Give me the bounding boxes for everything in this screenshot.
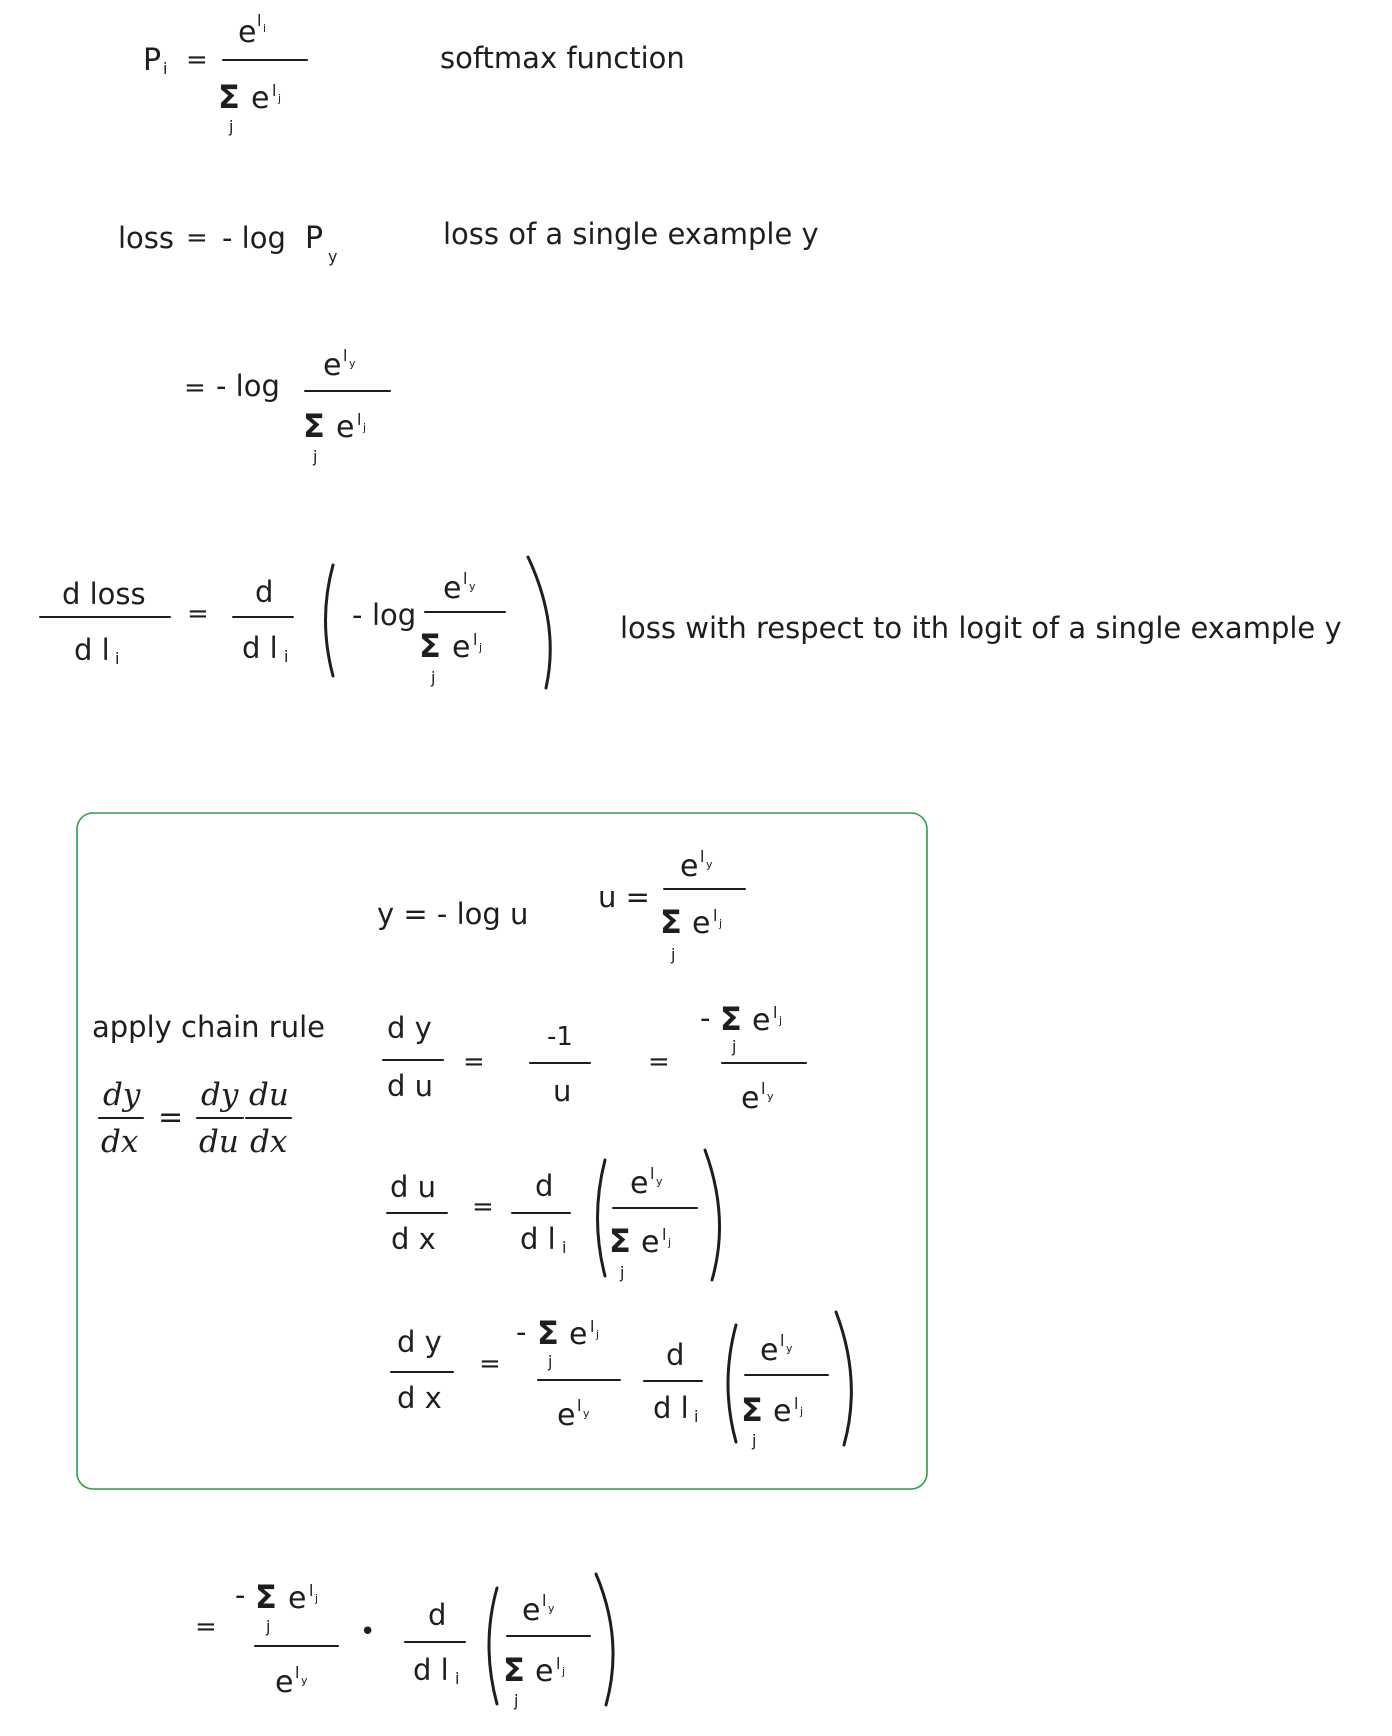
neg-sign: - (352, 598, 363, 632)
exp-base: e (741, 1081, 760, 1116)
exp-base: e (251, 81, 270, 116)
neg-log: - log (216, 369, 280, 403)
exp-base: e (238, 15, 257, 50)
exp-base: e (443, 571, 462, 606)
exp-logit: l (542, 1591, 547, 1610)
equals-sign: = (186, 45, 208, 75)
logit-subscript: i (284, 647, 289, 666)
dy-label: d y (387, 1011, 432, 1045)
sum-index: j (752, 1431, 757, 1450)
d-logit-label: d l (242, 631, 278, 665)
d-operator: d (428, 1598, 447, 1632)
exp-logit: l (473, 630, 478, 649)
d-operator: d (666, 1338, 685, 1372)
sum-index: j (514, 1691, 519, 1710)
d-operator: d (535, 1169, 554, 1203)
exp-logit-sub: j (800, 1405, 804, 1418)
sigma-symbol: Σ (303, 407, 325, 445)
exp-logit: l (662, 1225, 667, 1244)
exp-logit: l (577, 1396, 582, 1415)
left-paren (326, 565, 334, 676)
exp-base: e (630, 1166, 649, 1201)
exp-base: e (323, 348, 342, 383)
sum-index: j (620, 1263, 625, 1282)
dx-label: d x (397, 1381, 442, 1415)
exp-logit: l (343, 346, 348, 365)
equals-sign: = (158, 1100, 184, 1135)
equals-sign: = (184, 373, 206, 403)
sum-index: j (431, 668, 436, 687)
dx-term: dx (101, 1124, 139, 1160)
sum-index: j (313, 447, 318, 466)
exp-logit-sub: j (479, 641, 483, 654)
wrt-logit-annotation: loss with respect to ith logit of a single example y (620, 611, 1342, 645)
du-term: du (199, 1124, 239, 1160)
exp-base: e (336, 410, 355, 445)
d-logit-label: d l (74, 633, 110, 667)
dot-operator: • (360, 1617, 376, 1647)
du-label: d u (390, 1170, 437, 1204)
logit-subscript: i (455, 1669, 460, 1688)
exp-logit-sub: j (363, 421, 367, 434)
sum-index: j (732, 1037, 737, 1056)
p-subscript: i (163, 59, 168, 78)
log-label: log (372, 598, 417, 632)
logit-subscript: i (694, 1407, 699, 1426)
exp-base: e (773, 1394, 792, 1429)
du-label: d u (387, 1069, 434, 1103)
exp-base: e (288, 1581, 307, 1616)
neg-sign: - (235, 1578, 246, 1612)
logit-subscript: i (115, 649, 120, 668)
d-loss-label: d loss (62, 577, 146, 611)
sigma-symbol: Σ (255, 1578, 277, 1616)
u-definition: u = (598, 880, 650, 914)
exp-logit: l (257, 11, 262, 30)
exp-base: e (641, 1225, 660, 1260)
exp-logit-sub: j (596, 1328, 600, 1341)
sigma-symbol: Σ (720, 1000, 742, 1038)
sum-index: j (229, 117, 234, 136)
u-label: u (553, 1074, 572, 1108)
dy-term: dy (201, 1077, 239, 1113)
y-definition: y = - log u (377, 897, 529, 931)
exp-logit-sub: y (767, 1090, 774, 1103)
exp-base: e (275, 1665, 294, 1700)
d-logit-label: d l (413, 1653, 449, 1687)
softmax-equation (143, 11, 685, 136)
equals-sign: = (186, 223, 208, 253)
exp-logit: l (700, 847, 705, 866)
exp-base: e (452, 630, 471, 665)
minus-one: -1 (547, 1022, 573, 1052)
exp-logit-sub: j (278, 92, 282, 105)
exp-base: e (692, 906, 711, 941)
exp-logit-sub: j (779, 1014, 783, 1027)
exp-logit: l (780, 1331, 785, 1350)
exp-logit: l (650, 1164, 655, 1183)
dy-term: dy (103, 1077, 141, 1113)
neg-log: - log (222, 221, 286, 255)
left-paren (728, 1325, 736, 1442)
sigma-symbol: Σ (537, 1314, 559, 1352)
exp-logit-sub: y (656, 1175, 663, 1188)
final-equation (195, 1574, 613, 1710)
du-term: du (249, 1077, 289, 1113)
chain-rule-label: apply chain rule (92, 1010, 325, 1044)
p-symbol: P (143, 43, 162, 78)
neg-sign: - (700, 1001, 711, 1035)
left-paren (598, 1160, 606, 1276)
exp-logit-sub: j (315, 1592, 319, 1605)
exp-logit-sub: y (349, 357, 356, 370)
equals-sign: = (463, 1047, 485, 1077)
equals-sign: = (472, 1192, 494, 1222)
exp-logit-sub: y (548, 1602, 555, 1615)
exp-logit-sub: y (301, 1674, 308, 1687)
dloss-equation (40, 557, 1342, 688)
loss-equation (118, 217, 819, 266)
exp-logit-sub: j (719, 917, 723, 930)
p-symbol: P (305, 221, 324, 256)
d-operator: d (255, 575, 274, 609)
exp-logit: l (590, 1317, 595, 1336)
exp-logit: l (295, 1663, 300, 1682)
exp-logit-sub: j (562, 1665, 566, 1678)
right-paren (705, 1150, 720, 1280)
right-paren (528, 557, 550, 688)
loss-expanded-equation (184, 346, 390, 466)
exp-logit: l (272, 81, 277, 100)
dx-label: d x (391, 1222, 436, 1256)
exp-logit-sub: j (668, 1236, 672, 1249)
sigma-symbol: Σ (218, 78, 240, 116)
exp-logit-sub: i (263, 22, 267, 35)
exp-base: e (752, 1003, 771, 1038)
sum-index: j (266, 1617, 271, 1636)
sigma-symbol: Σ (741, 1391, 763, 1429)
exp-base: e (569, 1317, 588, 1352)
softmax-annotation: softmax function (440, 41, 685, 75)
sigma-symbol: Σ (609, 1222, 631, 1260)
exp-logit-sub: y (786, 1342, 793, 1355)
exp-logit: l (357, 410, 362, 429)
dx-term: dx (250, 1124, 288, 1160)
right-paren (836, 1312, 851, 1445)
exp-logit-sub: y (469, 580, 476, 593)
exp-logit-sub: y (583, 1407, 590, 1420)
exp-base: e (557, 1398, 576, 1433)
sigma-symbol: Σ (419, 627, 441, 665)
equals-sign: = (187, 599, 209, 629)
exp-logit: l (309, 1581, 314, 1600)
sum-index: j (548, 1352, 553, 1371)
sigma-symbol: Σ (503, 1651, 525, 1689)
exp-logit: l (761, 1079, 766, 1098)
sum-index: j (671, 945, 676, 964)
loss-label: loss (118, 221, 175, 255)
equals-sign: = (195, 1612, 217, 1642)
exp-base: e (522, 1593, 541, 1628)
exp-logit: l (556, 1654, 561, 1673)
neg-sign: - (516, 1315, 527, 1349)
right-paren (596, 1574, 613, 1705)
equals-sign: = (648, 1047, 670, 1077)
exp-logit: l (713, 906, 718, 925)
chain-rule-box (77, 813, 927, 1489)
exp-base: e (535, 1654, 554, 1689)
d-logit-label: d l (653, 1391, 689, 1425)
p-subscript: y (328, 247, 338, 266)
logit-subscript: i (562, 1238, 567, 1257)
left-paren (489, 1588, 497, 1704)
sigma-symbol: Σ (660, 903, 682, 941)
single-loss-annotation: loss of a single example y (443, 217, 819, 251)
exp-logit: l (463, 569, 468, 588)
exp-base: e (680, 849, 699, 884)
chain-rule-formula (99, 1077, 291, 1160)
exp-logit: l (794, 1394, 799, 1413)
d-logit-label: d l (520, 1222, 556, 1256)
dy-label: d y (397, 1325, 442, 1359)
equals-sign: = (479, 1349, 501, 1379)
exp-logit-sub: y (706, 858, 713, 871)
exp-base: e (760, 1333, 779, 1368)
exp-logit: l (773, 1003, 778, 1022)
